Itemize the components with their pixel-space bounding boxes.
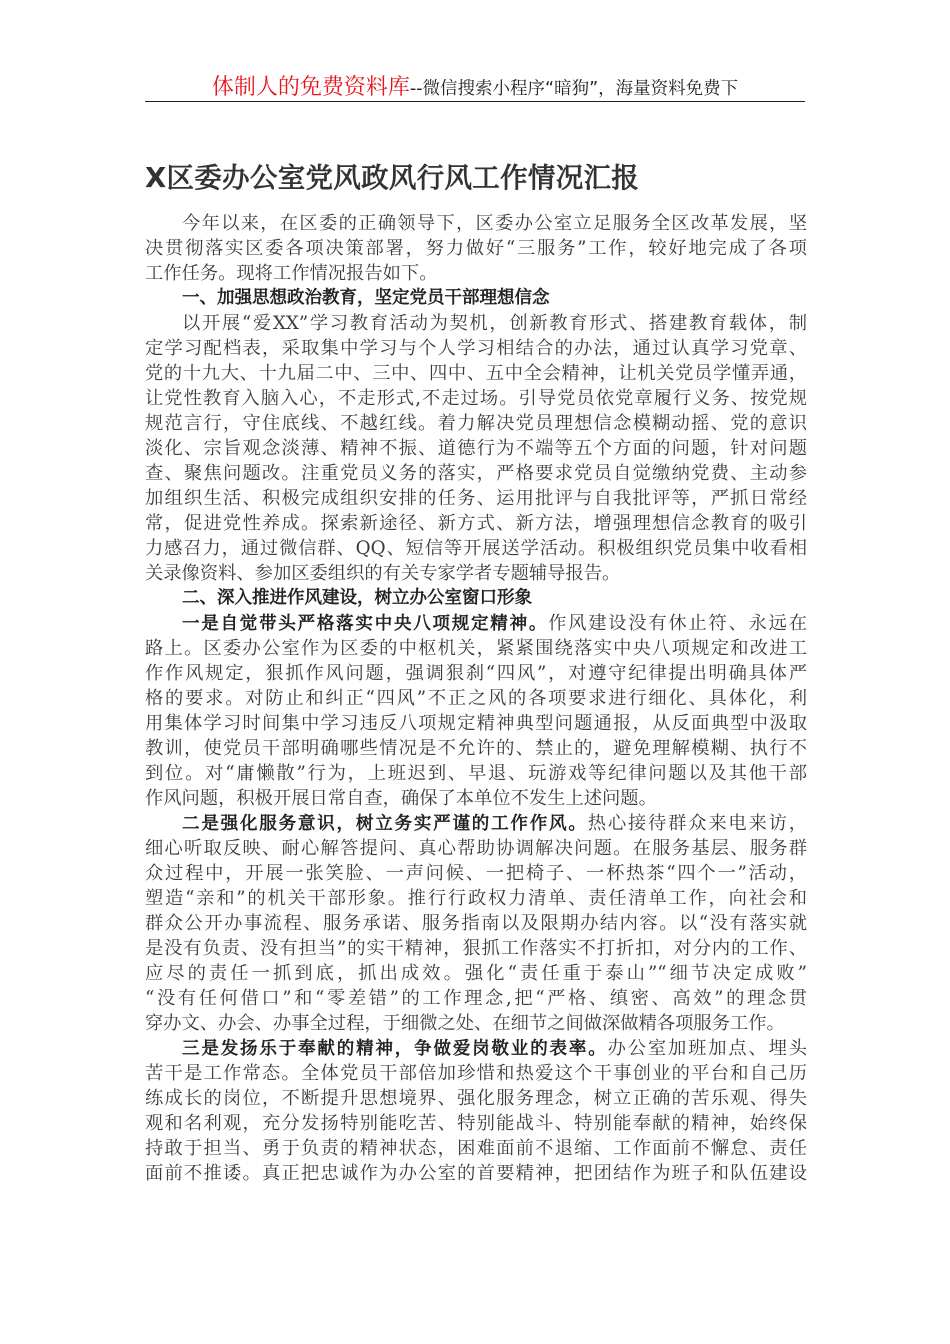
text-line bbox=[145, 611, 807, 636]
paragraph bbox=[145, 311, 807, 586]
document-body bbox=[145, 211, 807, 1186]
header-slogan: --微信搜索小程序“暗狗”，海量资料免费下 bbox=[409, 79, 739, 99]
paragraph bbox=[145, 1036, 807, 1186]
text-line bbox=[145, 686, 807, 711]
text-line bbox=[145, 236, 807, 261]
text-line bbox=[145, 986, 807, 1011]
text-line bbox=[145, 1036, 807, 1061]
text-line bbox=[145, 461, 807, 486]
line-text: 淡化、宗旨观念淡薄、精神不振、道德行为不端等五个方面的问题，针对问题 bbox=[145, 438, 807, 459]
text-line bbox=[145, 311, 807, 336]
text-line bbox=[145, 661, 807, 686]
text-line bbox=[145, 786, 807, 811]
line-text: 观和名利观，充分发扬特别能吃苦、特别能战斗、特别能奉献的精神，始终保 bbox=[145, 1113, 807, 1134]
text-line bbox=[145, 811, 807, 836]
paragraph-lead: 一是自觉带头严格落实中央八项规定精神。 bbox=[182, 614, 549, 634]
text-line bbox=[145, 261, 807, 286]
text-line bbox=[145, 436, 807, 461]
text-line bbox=[145, 561, 807, 586]
text-line bbox=[145, 761, 807, 786]
line-text: 群众公开办事流程、服务承诺、服务指南以及限期办结内容。以“没有落实就 bbox=[145, 913, 807, 934]
text-line bbox=[145, 836, 807, 861]
text-line bbox=[145, 886, 807, 911]
text-line bbox=[145, 211, 807, 236]
line-text: 让党性教育入脑入心，不走形式,不走过场。引导党员依党章履行义务、按党规 bbox=[145, 388, 807, 409]
line-text: 是没有负责、没有担当”的实干精神，狠抓工作落实不打折扣，对分内的工作、 bbox=[145, 938, 807, 959]
text-line bbox=[145, 861, 807, 886]
section-heading: 一、加强思想政治教育，坚定党员干部理想信念 bbox=[182, 288, 550, 308]
text-line bbox=[145, 511, 807, 536]
line-text: 到位。对“庸懒散”行为，上班迟到、早退、玩游戏等纪律问题以及其他干部 bbox=[145, 763, 807, 784]
line-text: 工作任务。现将工作情况报告如下。 bbox=[145, 263, 438, 284]
header-brand: 体制人的免费资料库 bbox=[211, 75, 410, 100]
line-text: 苦干是工作常态。全体党员干部倍加珍惜和热爱这个干事创业的平台和自己历 bbox=[145, 1063, 807, 1084]
line-text: 定学习配档表，采取集中学习与个人学习相结合的办法，通过认真学习党章、 bbox=[145, 338, 807, 359]
line-text: 塑造“亲和”的机关干部形象。推行行政权力清单、责任清单工作，向社会和 bbox=[145, 888, 807, 909]
line-text: 教训，使党员干部明确哪些情况是不允许的、禁止的，避免理解模糊、执行不 bbox=[145, 738, 807, 759]
line-text: 穿办文、办会、办事全过程，于细微之处、在细节之间做深做精各项服务工作。 bbox=[145, 1013, 785, 1034]
paragraph bbox=[145, 611, 807, 811]
line-text: 加组织生活、积极完成组织安排的任务、运用批评与自我批评等，严抓日常经 bbox=[145, 488, 807, 509]
text-line bbox=[145, 1061, 807, 1086]
line-text: 力感召力，通过微信群、QQ、短信等开展送学活动。积极组织党员集中收看相 bbox=[145, 538, 807, 559]
text-line bbox=[145, 1086, 807, 1111]
line-text: 持敢于担当、勇于负责的精神状态，困难面前不退缩、工作面前不懈怠、责任 bbox=[145, 1138, 807, 1159]
text-line bbox=[145, 336, 807, 361]
line-text: 用集体学习时间集中学习违反八项规定精神典型问题通报，从反面典型中汲取 bbox=[145, 713, 807, 734]
line-text: 决贯彻落实区委各项决策部署，努力做好“三服务”工作，较好地完成了各项 bbox=[145, 238, 807, 259]
paragraph-lead: 二是强化服务意识，树立务实严谨的工作作风。 bbox=[182, 814, 588, 834]
document-title: X区委办公室党风政风行风工作情况汇报 bbox=[145, 162, 640, 194]
text-line bbox=[145, 636, 807, 661]
line-text: 面前不推诿。真正把忠诚作为办公室的首要精神，把团结作为班子和队伍建设 bbox=[145, 1163, 807, 1184]
text-line bbox=[145, 1011, 807, 1036]
line-text: 规范言行，守住底线、不越红线。着力解决党员理想信念模糊动摇、党的意识 bbox=[145, 413, 807, 434]
line-text: 今年以来，在区委的正确领导下，区委办公室立足服务全区改革发展，坚 bbox=[182, 213, 807, 234]
text-line bbox=[145, 1161, 807, 1186]
line-text: “没有任何借口”和“零差错”的工作理念,把“严格、缜密、高效”的理念贯 bbox=[145, 988, 807, 1009]
text-line bbox=[145, 386, 807, 411]
text-line bbox=[145, 961, 807, 986]
text-line bbox=[145, 711, 807, 736]
paragraph bbox=[145, 211, 807, 286]
line-text: 办公室加班加点、埋头 bbox=[607, 1038, 808, 1059]
line-text: 应尽的责任一抓到底，抓出成效。强化“责任重于泰山”“细节决定成败” bbox=[145, 963, 807, 984]
paragraph-lead: 三是发扬乐于奉献的精神，争做爱岗敬业的表率。 bbox=[182, 1039, 608, 1059]
line-text: 热心接待群众来电来访， bbox=[587, 813, 808, 834]
text-line bbox=[145, 736, 807, 761]
line-text: 以开展“爱XX”学习教育活动为契机，创新教育形式、搭建教育载体，制 bbox=[182, 313, 807, 334]
text-line bbox=[145, 1111, 807, 1136]
line-text: 党的十九大、十九届二中、三中、四中、五中全会精神，让机关党员学懂弄通， bbox=[145, 363, 807, 384]
section-heading: 二、深入推进作风建设，树立办公室窗口形象 bbox=[182, 588, 532, 608]
line-text: 查、聚焦问题改。注重党员义务的落实，严格要求党员自觉缴纳党费、主动参 bbox=[145, 463, 807, 484]
line-text: 关录像资料、参加区委组织的有关专家学者专题辅导报告。 bbox=[145, 563, 621, 584]
line-text: 作风建设没有休止符、永远在 bbox=[548, 613, 808, 634]
line-text: 常，促进党性养成。探索新途径、新方式、新方法，增强理想信念教育的吸引 bbox=[145, 513, 807, 534]
line-text: 作作风规定，狠抓作风问题，强调狠刹“四风”，对遵守纪律提出明确具体严 bbox=[145, 663, 807, 684]
line-text: 格的要求。对防止和纠正“四风”不正之风的各项要求进行细化、具体化，利 bbox=[145, 688, 807, 709]
text-line bbox=[145, 1136, 807, 1161]
text-line bbox=[145, 536, 807, 561]
text-line bbox=[145, 486, 807, 511]
text-line bbox=[145, 936, 807, 961]
line-text: 作风问题，积极开展日常自查，确保了本单位不发生上述问题。 bbox=[145, 788, 657, 809]
line-text: 练成长的岗位，不断提升思想境界、强化服务理念，树立正确的苦乐观、得失 bbox=[145, 1088, 807, 1109]
text-line bbox=[145, 361, 807, 386]
watermark-header bbox=[145, 70, 805, 102]
text-line bbox=[145, 411, 807, 436]
line-text: 路上。区委办公室作为区委的中枢机关，紧紧围绕落实中央八项规定和改进工 bbox=[145, 638, 807, 659]
line-text: 众过程中，开展一张笑脸、一声问候、一把椅子、一杯热茶“四个一”活动， bbox=[145, 863, 807, 884]
line-text: 细心听取反映、耐心解答提问、真心帮助协调解决问题。在服务基层、服务群 bbox=[145, 838, 807, 859]
paragraph bbox=[145, 811, 807, 1036]
text-line bbox=[145, 911, 807, 936]
